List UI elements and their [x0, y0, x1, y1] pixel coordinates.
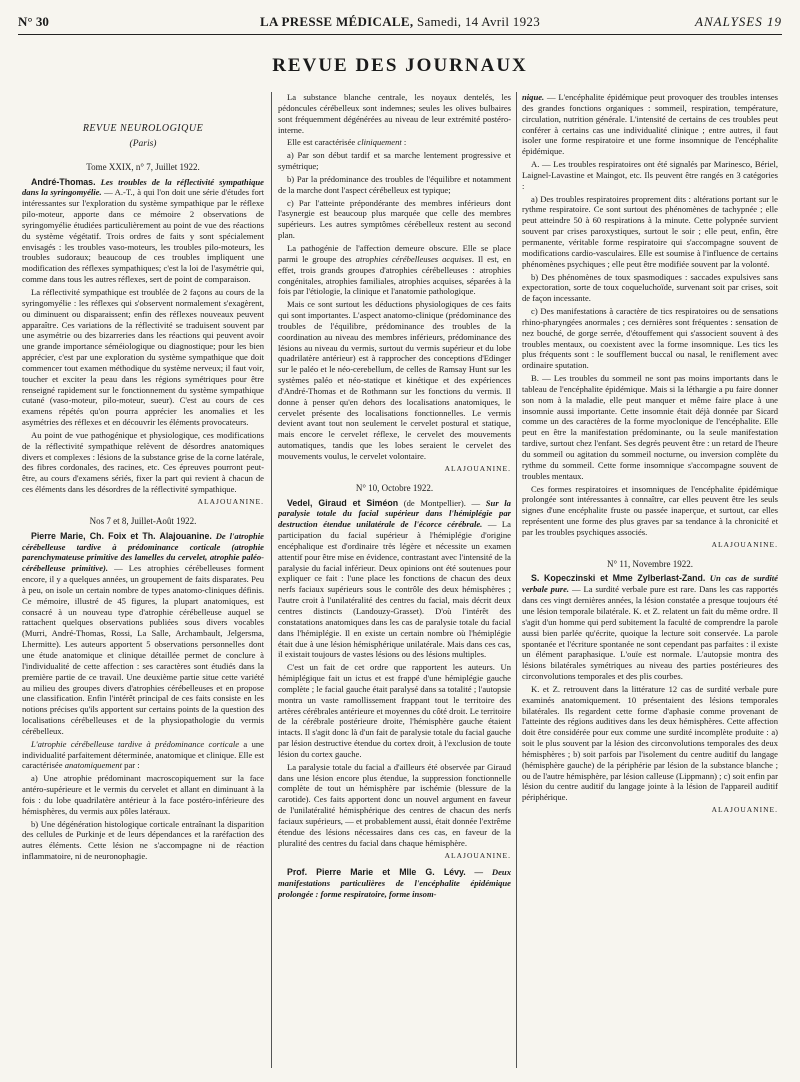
paragraph	[278, 243, 511, 297]
reviewer-signature: ALAJOUANINE.	[197, 497, 264, 506]
paragraph: Au point de vue pathogénique et physiologique, ces modifications de la réflectivité sympathique relèvent de désordres anatomiques divers et complexes : lésions de la substance grise de la corne latérale, des fibres cordonales, des racines, etc. Ces épreuves pourront peut-être, au cours d'examens sériés, fixer la part qui revient à chacun de ces éléments dans les désordres de la réflectivité sympathique.	[22, 429, 264, 495]
article-andre-thomas	[22, 177, 264, 285]
article-title: — Deux manifestations particulières de l'encéphalite épidémique prolongée : forme respiratoire, forme insom-	[278, 867, 511, 900]
paragraph: c) Par l'atteinte prépondérante des membres inférieurs dont l'asynergie est beaucoup plus marquée que celle des membres supérieurs. Les autres symptômes cérébelleux restent au second plan.	[278, 197, 511, 241]
volume-heading: Tome XXIX, n° 7, Juillet 1922.	[86, 161, 200, 172]
article-marie-levy	[278, 867, 511, 900]
emphasis: L'atrophie cérébelleuse tardive à prédominance corticale	[31, 738, 240, 749]
issue-number: N° 30	[18, 14, 49, 29]
paragraph	[22, 739, 264, 772]
article-marie-foix-alajouanine	[22, 531, 264, 737]
article-author: André-Thomas.	[31, 176, 96, 187]
emphasis: cliniquement	[357, 137, 402, 148]
paragraph: La réflectivité sympathique est troublée de 2 façons au cours de la syringomyélie : les réflexes qui s'observent normalement s'exagèrent, ou diminuent ou disparaissent; enfin des réflexes nouveaux peuvent apparaître. Ces variations de la réflectivité se traduisent souvent par une asymétrie ou des bizarreries dans les réactions qui peuvent avoir une grande importance séméiologique ou diagnostique; pour les bien apprécier, c'est par une exploration du système sympathique que doit commencer tout examen méthodique du système nerveux; il faut voir, toucher et exciter la peau dans les régions symétriques pour être renseigné rapidement sur le fonctionnement du système sympathique cutané (vaso-moteur, pilo-moteur, sueur). C'est au cours de ces examens répétés qu'on pourra apprécier les anomalies et les asymétries des réflexes et en découvrir les éléments provocateurs.	[22, 286, 264, 428]
article-title: Sur la paralysie totale du facial supérieur dans l'hémiplégie par destruction étendue unilatérale de l'écorce cérébrale.	[278, 497, 511, 530]
column-divider	[516, 92, 517, 1068]
paragraph: a) Des troubles respiratoires proprement dits : altérations portant sur le rythme respiratoire. Ce sont surtout des phénomènes de tachypnée ; elle peut atteindre 50 à 60 respirations à la minute. Cette polypnée survient souvent par crises paroxystiques, surtout le soir ; elle peut, enfin, être permanente, véritable forme respiratoire qui s'accompagne souvent de modifications cardio-vasculaires. Elle est soumise à l'influence de certains phénomènes psychiques ; elle peut être modifiée souvent par la volonté.	[522, 193, 778, 269]
column-divider	[271, 92, 272, 1068]
issue-heading: N° 11, Novembre 1922.	[606, 558, 693, 569]
article-title: Les troubles de la réflectivité sympathique dans la syringomyélie.	[22, 176, 264, 198]
reviewer-signature: ALAJOUANINE.	[711, 805, 778, 815]
emphasis: atrophies cérébelleuses acquises	[355, 253, 472, 264]
article-author: S. Kopeczinski et Mme Zylberlast-Zand.	[531, 573, 706, 584]
column-3	[522, 92, 778, 1074]
article-vedel-giraud-simeon	[278, 498, 511, 661]
article-text: — A.-T., à qui l'on doit une série d'études fort intéressantes sur l'exploration du système sympathique par le réflexe pilo-moteur, apporte dans ce mémoire 2 observations de syringomyélie étudiées particulièrement au point de vue des réactions du système végétatif. Trois ordres de faits y sont spécialement envisagés : les troubles vaso-moteurs, les troubles pilo-moteurs, les troubles sudoraux; beaucoup de ces troubles impliquent une modification des réflexes sympathiques; c'est la loi de l'asymétrie qui, comme dans tous les autres réflexes, sert de point de comparaison.	[22, 187, 264, 285]
issue-heading: N° 10, Octobre 1922.	[355, 482, 434, 493]
paragraph: La substance blanche centrale, les noyaux dentelés, les pédoncules cérébelleux sont indemnes; seules les olives bulbaires sont fréquemment dégénérées au niveau de leur extrémité postéro-interne.	[278, 92, 511, 135]
emphasis: anatomiquement	[64, 760, 122, 771]
article-author: Pierre Marie, Ch. Foix et Th. Alajouanine.	[31, 530, 212, 541]
paragraph: c) Des manifestations à caractère de tics respiratoires ou de sensations rhino-pharyngées anormales ; ces dernières sont fréquentes : sensation de nez bouché, de gorge serrée, d'étouffement qui s'associent souvent à des troubles mentaux, ou coexistent avec la forme insomnique. Les tics les plus fréquents sont : le soufflement buccal ou nasal, le reniflement avec ordinaire sputation.	[522, 306, 778, 371]
article-text: — L'encéphalite épidémique peut provoquer des troubles intenses des grandes fonctions organiques : sommeil, respiration, température, circulation, nutrition générale. L'intensité de certains de ces troubles peut conférer à certains cas une individualité clinique ; entre autres, il faut isoler une forme respiratoire et une forme insomnique de l'encéphalite épidémique.	[522, 92, 778, 157]
paragraph: A. — Les troubles respiratoires ont été signalés par Marinesco, Bériel, Laignel-Lavastine et Maingot, etc. Ils peuvent être rangés en 3 catégories :	[522, 159, 778, 191]
paragraph	[278, 137, 511, 148]
paragraph	[522, 92, 778, 157]
page-title: REVUE DES JOURNAUX	[272, 55, 528, 76]
paragraph: B. — Les troubles du sommeil ne sont pas moins importants dans le tableau de l'encéphalite épidémique. Mais si la léthargie a pu faire donner son nom à la maladie, elle peut manquer et même faire place à une insomnie aussi importante. Cette insomnie était déjà donnée par Sicard comme un des caractères de la forme myoclonique de l'encéphalite. Elle peut en être la manifestation prédominante, ou la seule manifestation tardive, surtout chez l'enfant. Ses degrés peuvent être : un retard de l'heure du sommeil ou agitation du sommeil nocturne, ou inversion complète du rythme du sommeil. Cette forme insomnique s'accompagne souvent de troubles mentaux.	[522, 373, 778, 481]
page-header	[18, 14, 782, 32]
text: a une individualité parfaitement déterminée, anatomique et clinique. Elle est caractérisée	[22, 738, 264, 771]
reviewer-signature: ALAJOUANINE.	[711, 539, 778, 549]
article-text: — La surdité verbale pure est rare. Dans les cas rapportés dans ces vingt dernières années, la lésion constatée a presque toujours été une lésion temporale bilatérale. K. et Z. relatent un fait du même ordre. Il s'agit d'un homme qui perd subitement la faculté de comprendre la parole aussi bien parlée qu'écrite, quoique la lecture soit conservée. La parole spontanée et l'écriture spontanée ne sont cependant pas parfaites : il existe un élément paraphasique. L'ouïe est normale. L'autopsie montra des lésions bilatérales symétriques au niveau des parties postérieures des circonvolutions temporales et des plis courbes.	[522, 584, 778, 682]
article-title: Un cas de surdité verbale pure.	[522, 573, 778, 595]
text: . Il est, en effet, trois grands groupes d'atrophies cérébelleuses : atrophies congénitales, atrophies familiales, atrophies acquises, séparées à la fois par l'étiologie, la clinique et l'anatomie pathologique.	[278, 253, 511, 297]
paragraph: La paralysie totale du facial a d'ailleurs été observée par Giraud dans une lésion encore plus étendue, la suppression fonctionnelle complète de tout un hémisphère par ischémie (blessure de la carotide). Ces faits apportent donc un nouvel argument en faveur de l'unilatéralité hémisphérique des centres de chacun des nerfs faciaux supérieurs, — et probablement aussi, était donnée l'extrême étendue des lésions nécessaires dans ces cas, en faveur de la pluralité des centres du facial dans chaque hémisphère.	[278, 761, 511, 848]
text: Elle est caractérisée	[287, 137, 358, 148]
article-title: De l'atrophie cérébelleuse tardive à prédominance corticale (atrophie parenchymateuse primitive des lamelles du cervelet, atrophie paléo-cérébelleuse primitive).	[22, 530, 264, 574]
issue-date: Samedi, 14 Avril 1923	[413, 14, 541, 29]
section-page-label: ANALYSES 19	[695, 14, 782, 29]
issue-heading: Nos 7 et 8, Juillet-Août 1922.	[89, 515, 197, 526]
paragraph: Mais ce sont surtout les déductions physiologiques de ces faits qui sont importantes. L'aspect anatomo-clinique (prédominance des troubles de l'équilibre, prédominance des troubles de la coordination au niveau des membres inférieurs, prédominance des lésions au niveau du vermis, surtout du vermis supérieur et du lobe quadrilatère antérieur) est à rapprocher des conceptions d'Edinger sur le paléo et le néo-cerebellum, de celles de Ramsay Hunt sur les systèmes paléo et néo-statique et kinétique et des expériences d'André-Thomas et de Rothmann sur les fonctions du vermis. Il donne à penser qu'en dehors des localisations anatomiques, le cervelet présente des localisations fonctionnelles. Le vermis devient avant tout non seulement le cervelet postural et statique, mais encore le cervelet réflexe, le cervelet des mouvements automatiques, tandis que les lobes seraient le cervelet des mouvements voulus, le cervelet volontaire.	[278, 299, 511, 461]
paragraph: a) Une atrophie prédominant macroscopiquement sur la face antéro-supérieure et le vermis du cervelet et allant en diminuant à la fois : du lobe quadrilatère antérieur à la face postéro-inférieure des hémisphères, du vermis aux pôles latéraux.	[22, 773, 264, 816]
column-2	[278, 92, 511, 1074]
paragraph: b) Une dégénération histologique corticale entraînant la disparition des cellules de Purkinje et de leurs dépendances et la raréfaction des autres éléments. Cette lésion ne s'accompagne ni de réaction inflammatoire, ni de neuronophagie.	[22, 818, 264, 862]
paragraph: b) Des phénomènes de toux spasmodiques : saccades expulsives sans expectoration, sorte de toux coqueluchoïde, survenant soit par crises, soit de façon incessante.	[522, 271, 778, 304]
text: :	[401, 137, 407, 148]
header-rule	[18, 34, 782, 35]
text: par :	[122, 760, 140, 771]
review-city: (Paris)	[129, 138, 157, 149]
paragraph: b) Par la prédominance des troubles de l'équilibre et notamment de la marche dont l'aspect cérébelleux est typique;	[278, 173, 511, 195]
article-author: Vedel, Giraud et Siméon	[287, 497, 399, 508]
article-text: — Les atrophies cérébelleuses forment encore, il y a quelques années, un groupement de faits disparates. Peu à peu, on isole un certain nombre de types anatomo-cliniques définis. Ce mémoire, illustré de 45 figures, la plupart anatomiques, est consacré à un nouveau type d'atrophie cérébelleuse auquel se rattachent quelques observations publiées sous divers vocables (Murri, André-Thomas, Rossi, La Salle, Archambault, Jelgersma, Lhermitte). Les auteurs apportent 5 observations personnelles dont une étude anatomique et clinique détaillée permet de conclure à l'individualité de cette affection : ses caractères sont étudiés dans la première partie de ce travail. Une deuxième partie situe cette variété au milieu des groupes divers d'atrophies cérébelleuses et en propose une classification. Enfin l'intérêt principal de ces faits consiste en les notions précises qu'ils apportent sur certains points de la question des localisations cérébelleuses et de la physiopathologie du vermis cérébelleux.	[22, 563, 264, 736]
review-section-title: REVUE NEUROLOGIQUE	[82, 123, 204, 134]
article-text: — La participation du facial supérieur à l'hémiplégie d'origine encéphalique est d'ordinaire très légère et nécessite un examen attentif pour être mise en évidence, contrastant avec l'intensité de la paralysie du facial inférieur. Deux opinions ont été soutenues pour expliquer ce fait : l'une place les fonctions de chacun des deux nerfs faciaux supérieurs sous le contrôle des deux hémisphères ; l'autre croit à l'unilatéralité des centres du facial, mais décrit deux centres distincts (Landouzy-Grasset). D'où l'intérêt des constatations anatomiques dans les cas de paralysie totale du facial dans l'hémiplégie. Il en existe un certain nombre où l'hémiplégie était due à une lésion hémisphérique unilatérale. Mais dans ces cas, il existait toujours de vastes lésions ou des lésions multiples.	[278, 519, 511, 660]
article-kopeczinski-zylberlast	[522, 573, 778, 681]
reviewer-signature: ALAJOUANINE.	[444, 850, 511, 860]
journal-masthead	[18, 14, 782, 30]
author-city: (de Montpellier). —	[398, 497, 486, 508]
journal-name: LA PRESSE MÉDICALE,	[259, 14, 414, 29]
paragraph: C'est un fait de cet ordre que rapportent les auteurs. Un hémiplégique fait un ictus et est frappé d'une hémiplégie gauche complète ; le facial gauche était paralysé dans sa totalité ; l'autopsie montra un vaste ramollissement frappant tout le territoire des artères cérébrales antérieure et moyennes du côté droit. Le territoire de la cérébrale postérieure droite, l'hémisphère gauche étaient intacts. Il s'agit donc là d'un fait de paralysie totale du facial gauche par lésion destructive étendue du cortex droit, à l'exclusion de toute lésion du cortex gauche.	[278, 662, 511, 759]
paragraph: K. et Z. retrouvent dans la littérature 12 cas de surdité verbale pure examinés anatomiquement. 10 présentaient des lésions temporales bilatérales. Ils regardent cette forme d'aphasie comme provenant de l'atteinte des régions auditives dans les deux hémisphères. Cette affection doit être considérée pour eux comme une surdité incomplète produite : a) soit le plus souvent par la lésion des circonvolutions temporales des deux hémisphères ; b) soit parfois par l'isolement du centre auditif du langage (hémisphère gauche) de la périphérie par lésion de la substance blanche ; ou de l'autre hémisphère, par lésion calleuse (Lippmann) ; c) soit enfin par lésion du centre auditif du langage jointe à la lésion de l'appareil auditif périphérique.	[522, 683, 778, 803]
column-1	[22, 92, 264, 1074]
paragraph: a) Par son début tardif et sa marche lentement progressive et symétrique;	[278, 150, 511, 172]
article-author: Prof. Pierre Marie et Mlle G. Lévy.	[287, 867, 466, 878]
text: La pathogénie de l'affection demeure obscure. Elle se place parmi le groupe des	[278, 242, 511, 264]
reviewer-signature: ALAJOUANINE.	[444, 463, 511, 473]
paragraph: Ces formes respiratoires et insomniques de l'encéphalite épidémique prolongée sont intéressantes à connaître, car elles peuvent être les seuls signes d'une encéphalite fruste ou passée inaperçue, et surtout, car elles représentent une forme des plus graves par sa tendance à la chronicité et par les troubles psychiques associés.	[522, 483, 778, 537]
article-title-continued: nique.	[522, 92, 545, 102]
